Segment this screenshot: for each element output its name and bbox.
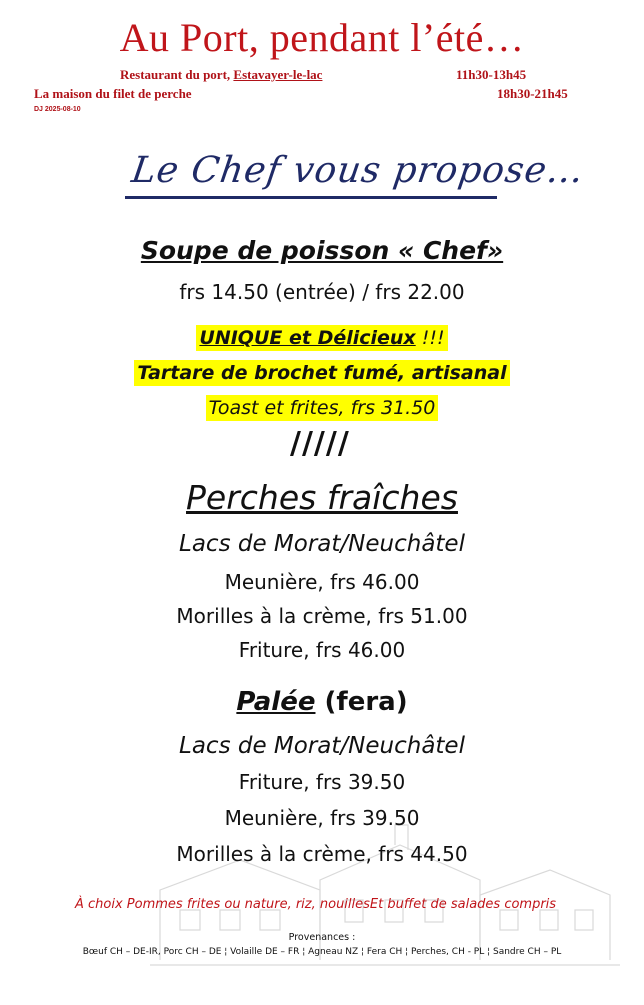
provenances-list: Bœuf CH – DE-IR, Porc CH – DE ¦ Volaille DE – FR ¦ Agneau NZ ¦ Fera CH ¦ Perches, CH - PL ¦ Sandre CH – PL	[82, 947, 562, 957]
palee-item: Friture, frs 39.50	[238, 770, 406, 794]
soup-title: Soupe de poisson « Chef»	[140, 236, 504, 265]
perches-title: Perches fraîches	[186, 478, 458, 517]
special-label-text: UNIQUE et Délicieux	[199, 327, 416, 349]
perches-item: Meunière, frs 46.00	[224, 570, 420, 594]
perches-item: Morilles à la crème, frs 51.00	[176, 604, 468, 628]
special-price-text: Toast et frites, frs 31.50	[206, 395, 439, 421]
restaurant-location: Estavayer-le-lac	[233, 67, 323, 82]
chef-heading: Le Chef vous propose…	[129, 150, 587, 191]
palee-origin: Lacs de Morat/Neuchâtel	[179, 733, 465, 759]
perches-origin: Lacs de Morat/Neuchâtel	[179, 531, 465, 557]
palee-subtitle: (fera)	[315, 687, 408, 717]
menu-title: Au Port, pendant l’été…	[119, 15, 525, 60]
tagline: La maison du filet de perche	[34, 86, 192, 101]
palee-title: Palée	[236, 687, 316, 717]
special-label-highlight	[196, 325, 447, 351]
date-code: DJ 2025-08-10	[34, 106, 81, 113]
special-price	[0, 397, 644, 419]
palee-item: Morilles à la crème, frs 44.50	[176, 842, 468, 866]
chef-underline	[125, 196, 497, 199]
special-dish	[0, 362, 644, 384]
restaurant-name: Restaurant du port,	[120, 67, 234, 82]
special-dish-text: Tartare de brochet fumé, artisanal	[134, 360, 509, 386]
provenances-label: Provenances :	[288, 932, 356, 943]
hours-lunch: 11h30-13h45	[456, 67, 527, 82]
palee-heading	[0, 687, 644, 717]
hours-dinner: 18h30-21h45	[497, 86, 568, 101]
soup-price: frs 14.50 (entrée) / frs 22.00	[179, 280, 465, 304]
restaurant-line	[120, 67, 322, 83]
special-label-exclaim: !!!	[415, 327, 445, 349]
sides-note: À choix Pommes frites ou nature, riz, nouillesEt buffet de salades compris	[75, 897, 557, 912]
special-label	[0, 327, 644, 349]
perches-item: Friture, frs 46.00	[238, 638, 406, 662]
separator: /////	[290, 426, 350, 461]
palee-item: Meunière, frs 39.50	[224, 806, 420, 830]
